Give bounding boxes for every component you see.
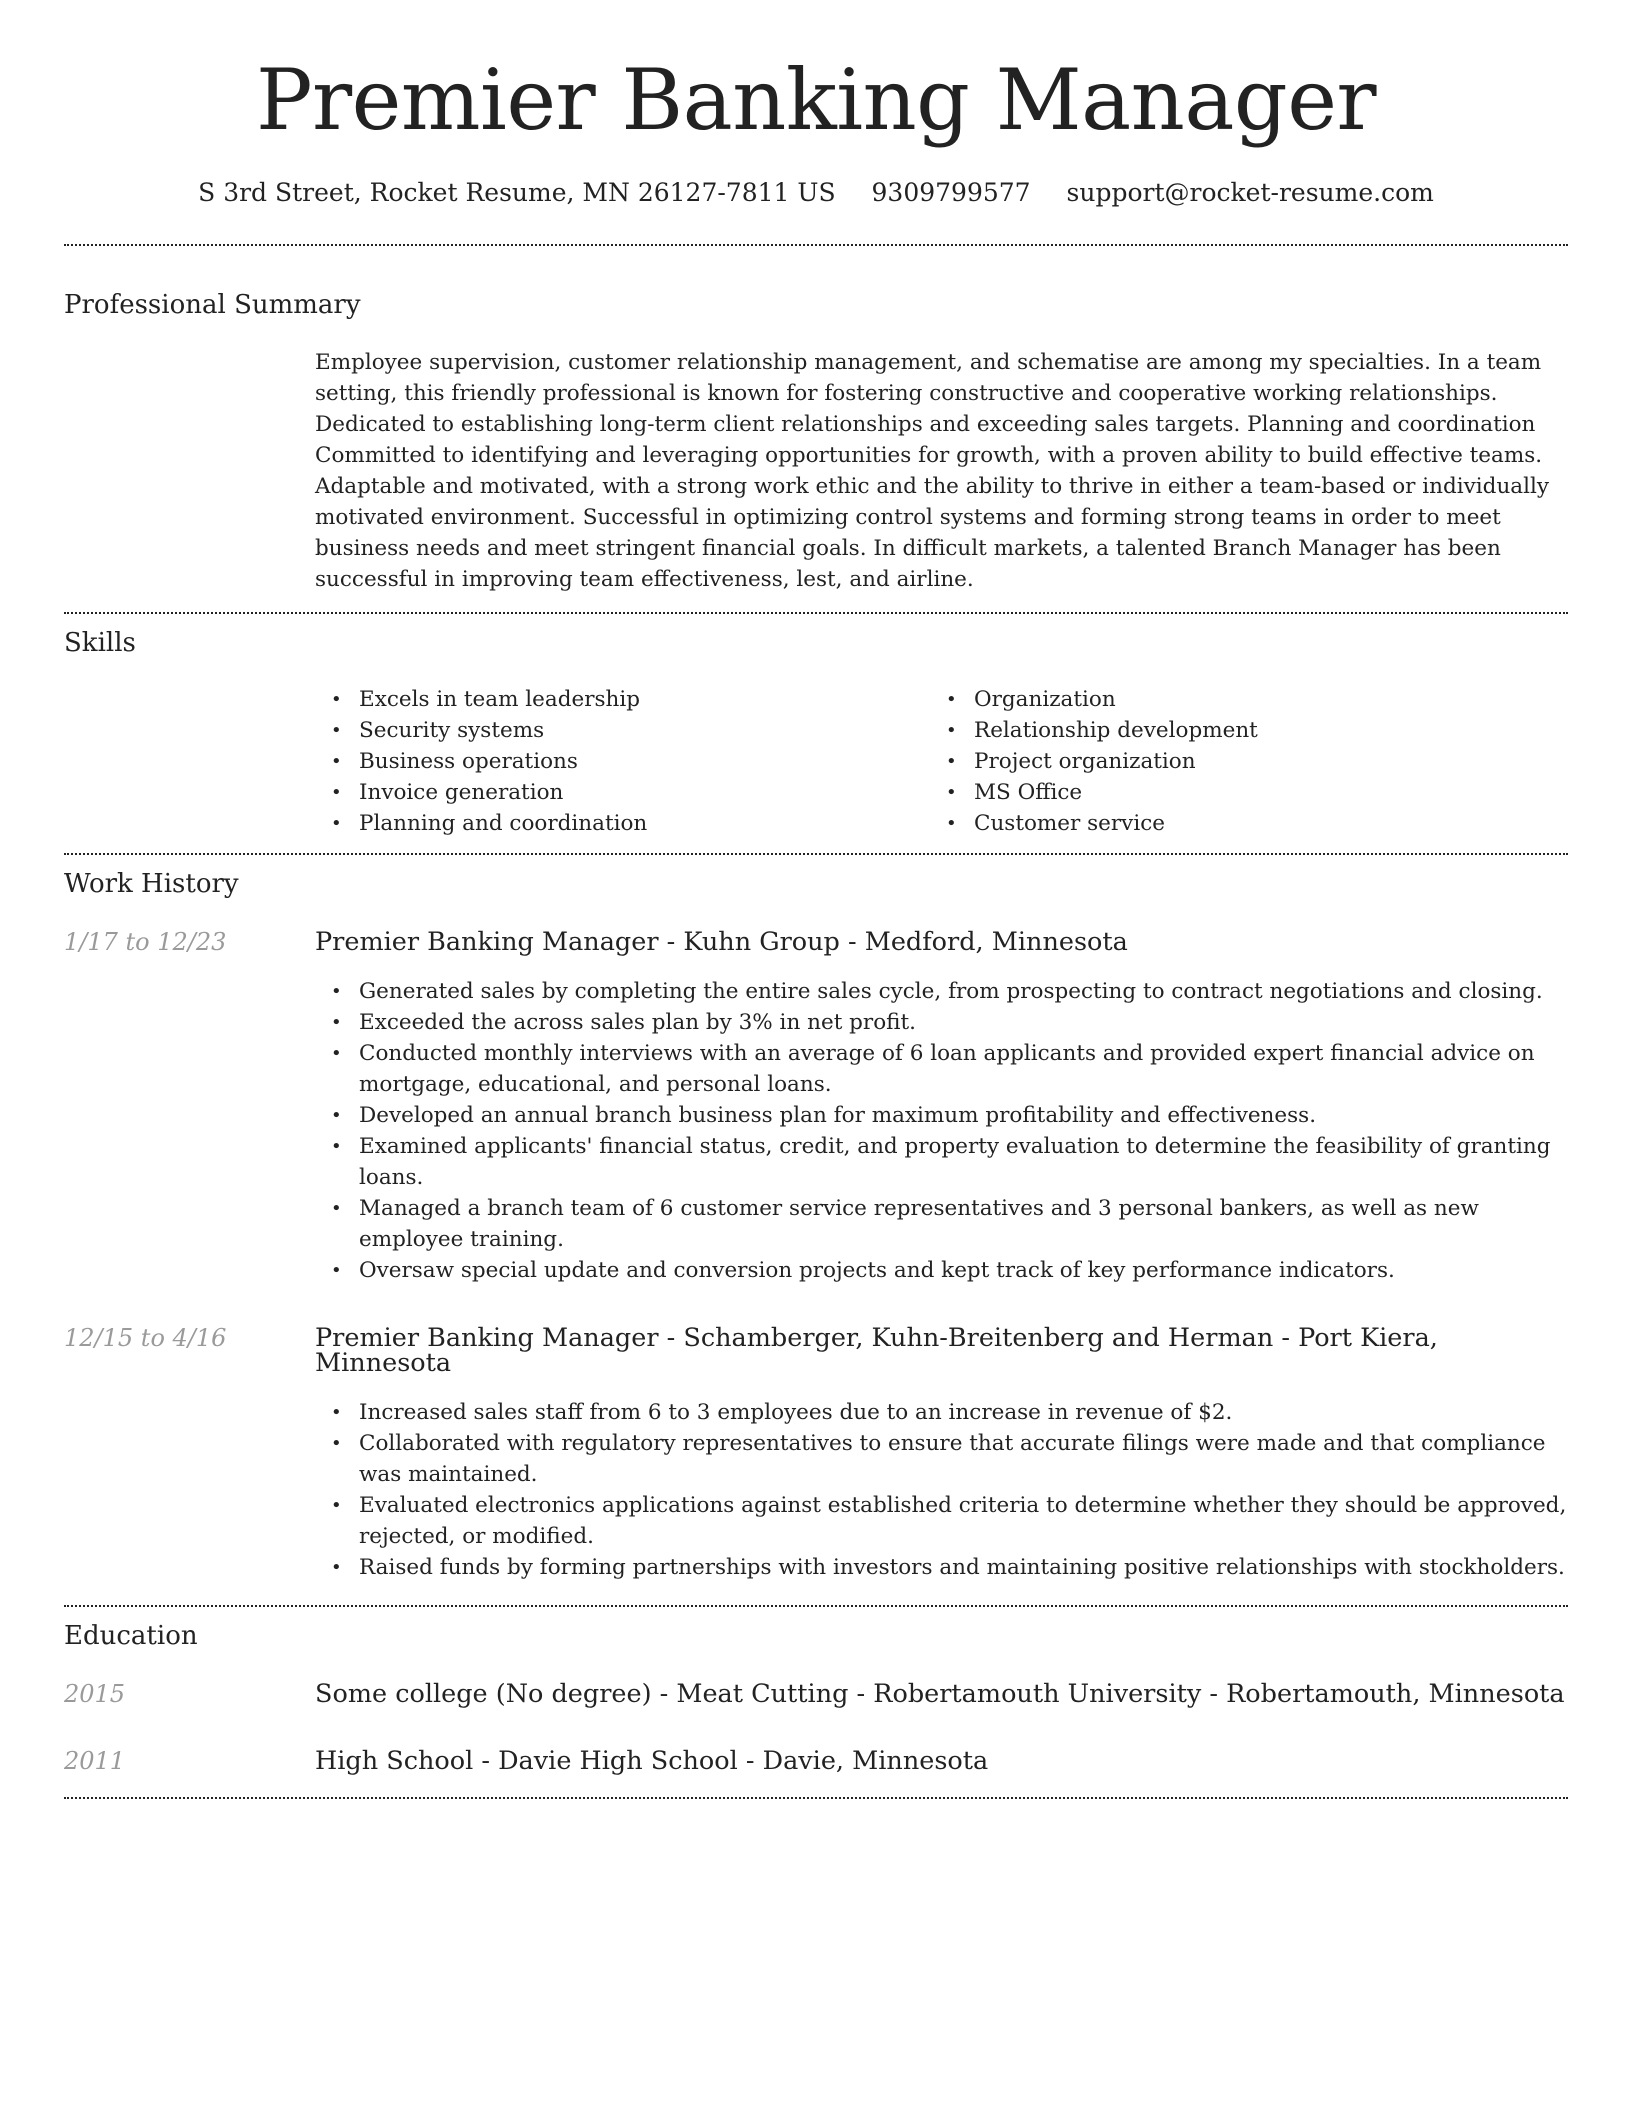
job-details (315, 1322, 1568, 1583)
divider (64, 1605, 1568, 1607)
contact-address: S 3rd Street, Rocket Resume, MN 26127-7811 US (198, 178, 836, 207)
resume-page (64, 0, 1568, 1799)
job-bullet: • Evaluated electronics applications against established criteria to determine whether they should be approved, rejected, or modified. (315, 1490, 1568, 1552)
divider (64, 612, 1568, 614)
education-entry (64, 1746, 1568, 1776)
section-title-skills: Skills (64, 628, 136, 658)
skill-item: • Security systems (315, 715, 930, 746)
summary-section (64, 292, 1568, 595)
skills-section (64, 630, 1568, 839)
skill-item: • Business operations (315, 746, 930, 777)
education-year: 2011 (64, 1747, 126, 1775)
section-title-work: Work History (64, 869, 239, 899)
section-title-summary: Professional Summary (64, 290, 361, 320)
divider (64, 1797, 1568, 1799)
job-dates: 1/17 to 12/23 (64, 928, 227, 956)
job-bullet: • Examined applicants' financial status, credit, and property evaluation to determine the feasibility of granting loans. (315, 1131, 1568, 1193)
job-bullets (315, 976, 1568, 1286)
job-entry (64, 1322, 1568, 1583)
skill-item: • Excels in team leadership (315, 684, 930, 715)
job-bullet: • Raised funds by forming partnerships with investors and maintaining positive relationships with stockholders. (315, 1552, 1568, 1583)
skill-item: • Planning and coordination (315, 808, 930, 839)
job-role: Premier Banking Manager (315, 1322, 659, 1353)
education-year: 2015 (64, 1679, 126, 1708)
education-degree: High School (315, 1746, 474, 1776)
divider (64, 244, 1568, 246)
education-details (315, 1678, 1565, 1709)
job-bullet: • Conducted monthly interviews with an average of 6 loan applicants and provided expert financial advice on mortgage, educational, and personal loans. (315, 1038, 1568, 1100)
skill-item: • Project organization (930, 746, 1545, 777)
job-role: Premier Banking Manager (315, 927, 659, 957)
skill-item: • MS Office (930, 777, 1545, 808)
job-title (315, 1322, 1568, 1378)
skills-list-left (315, 684, 930, 839)
job-bullet: • Generated sales by completing the entire sales cycle, from prospecting to contract negotiations and closing. (315, 976, 1568, 1007)
section-title-education: Education (64, 1620, 198, 1651)
skill-item: • Organization (930, 684, 1545, 715)
job-bullet: • Collaborated with regulatory representatives to ensure that accurate filings were made and that compliance was maintained. (315, 1428, 1568, 1490)
job-employer: - Schamberger, Kuhn-Breitenberg and Herman - Port Kiera, Minnesota (315, 1322, 1438, 1378)
job-dates: 12/15 to 4/16 (64, 1323, 227, 1352)
job-bullet: • Managed a branch team of 6 customer service representatives and 3 personal bankers, as well as new employee training. (315, 1193, 1568, 1255)
job-bullet: • Developed an annual branch business plan for maximum profitability and effectiveness. (315, 1100, 1568, 1131)
education-section (64, 1620, 1568, 1776)
contact-email: support@rocket-resume.com (1066, 178, 1434, 207)
skill-item: • Invoice generation (315, 777, 930, 808)
education-degree: Some college (No degree) - Meat Cutting (315, 1678, 849, 1709)
education-school: - Robertamouth University - Robertamouth, Minnesota (848, 1678, 1565, 1709)
divider (64, 853, 1568, 855)
job-bullet: • Increased sales staff from 6 to 3 employees due to an increase in revenue of $2. (315, 1397, 1568, 1428)
skills-columns (315, 684, 1568, 839)
work-section (64, 871, 1568, 1583)
education-entry (64, 1678, 1568, 1709)
job-entry (64, 927, 1568, 1286)
job-bullet: • Exceeded the across sales plan by 3% in net profit. (315, 1007, 1568, 1038)
education-details (315, 1746, 989, 1776)
job-bullet: • Oversaw special update and conversion projects and kept track of key performance indicators. (315, 1255, 1568, 1286)
job-title (315, 927, 1568, 957)
job-employer: - Kuhn Group - Medford, Minnesota (658, 927, 1128, 957)
education-school: - Davie High School - Davie, Minnesota (473, 1746, 989, 1776)
job-details (315, 927, 1568, 1286)
skill-item: • Relationship development (930, 715, 1545, 746)
skill-item: • Customer service (930, 808, 1545, 839)
skills-list-right (930, 684, 1545, 839)
contact-phone: 9309799577 (871, 178, 1031, 207)
contact-line (64, 178, 1568, 208)
resume-name: Premier Banking Manager (255, 51, 1377, 149)
job-bullets (315, 1397, 1568, 1583)
summary-text: Employee supervision, customer relationship management, and schematise are among my specialties. In a team setting, this friendly professional is known for fostering constructive and cooperative working relationships. Dedicated to establishing long-term client relationships and exceeding sales targets. Planning and coordination Committed to identifying and leveraging opportunities for growth, with a proven ability to build effective teams. Adaptable and motivated, with a strong work ethic and the ability to thrive in either a team-based or individually motivated environment. Successful in optimizing control systems and forming strong teams in order to meet business needs and meet stringent financial goals. In difficult markets, a talented Branch Manager has been successful in improving team effectiveness, lest, and airline. (315, 350, 1550, 592)
